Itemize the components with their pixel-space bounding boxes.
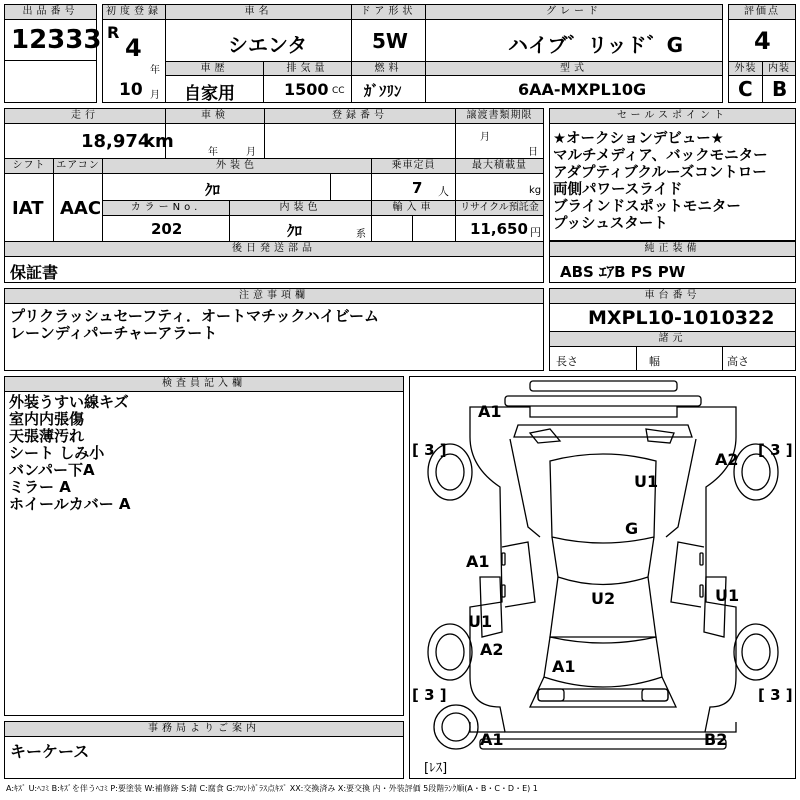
shift-label: シフト — [4, 158, 54, 174]
import-cell — [371, 215, 413, 242]
lot-no-cell — [4, 19, 102, 61]
insp-month-unit: 月 — [246, 147, 256, 158]
shift-cell — [4, 173, 54, 242]
legend: A:ｷｽﾞ U:ﾍｺﾐ B:ｷｽﾞを伴うﾍｺﾐ P:要塗装 W:補修跡 S:錆 C:腐食 G:ﾌﾛﾝﾄｶﾞﾗｽ点ｷｽﾞ XX:交換済み X:要交換 内・外装評価 5段階ﾗﾝｸ順(A・B・C・D・E) 1 — [6, 784, 538, 793]
score-label: 評価点 — [728, 4, 796, 20]
displacement-unit: CC — [332, 86, 345, 96]
ext-color-extra — [330, 173, 372, 201]
later-parts: 保証書 — [10, 263, 59, 282]
lot-no-blank — [4, 60, 97, 103]
mark-left-front-door: A1 — [466, 552, 490, 571]
height-label: 高さ — [727, 355, 749, 368]
fuel: ｶﾞｿﾘﾝ — [364, 82, 402, 100]
lot-no: 12333 — [11, 25, 102, 55]
notes-line: レーンディパーチャーアラート — [10, 324, 218, 342]
tire-rear-left: [ 3 ] — [412, 686, 447, 704]
spec-label: 諸元 — [549, 331, 796, 347]
tire-rear-right: [ 3 ] — [758, 686, 793, 704]
transfer-cell — [455, 123, 544, 159]
car-name: シエンタ — [228, 33, 308, 57]
tire-front-right: [ 3 ] — [758, 441, 793, 459]
capacity-label: 乗車定員 — [371, 158, 456, 174]
transfer-month-unit: 月 — [480, 132, 490, 143]
mark-right-door: U1 — [715, 586, 740, 605]
inspection-cell — [165, 123, 265, 159]
inspector-line: バンパー下A — [9, 461, 95, 479]
month-unit: 月 — [150, 90, 160, 101]
first-reg-cell — [102, 19, 166, 103]
load-unit: kg — [529, 185, 542, 196]
transfer-label: 譲渡書類期限 — [455, 108, 544, 124]
ext-color-label: 外装色 — [102, 158, 372, 174]
inspector-line: シート しみ小 — [9, 444, 105, 462]
car-diagram — [409, 376, 796, 779]
year-unit: 年 — [150, 65, 160, 76]
load-cell — [455, 173, 544, 201]
mileage-label: 走行 — [4, 108, 166, 124]
equipment-label: 純正装備 — [549, 241, 796, 257]
equipment: ABS ｴｱB PS PW — [560, 263, 686, 281]
sales-point-item: アダプティブクルーズコントロー — [553, 165, 767, 181]
sales-point-item: プッシュスタート — [553, 216, 668, 232]
ext-color: ｸﾛ — [205, 181, 221, 199]
door-cell — [351, 19, 426, 62]
ext-color-cell — [102, 173, 331, 201]
sales-point-item: 両側パワースライド — [553, 182, 683, 198]
later-parts-label: 後日発送部品 — [4, 241, 544, 257]
sales-point-item: マルチメディア、バックモニター — [553, 148, 768, 164]
score: 4 — [754, 27, 771, 55]
length-label: 長さ — [556, 355, 578, 368]
displacement: 1500 — [284, 80, 329, 99]
chassis-no: MXPL10-1010322 — [588, 307, 775, 329]
model-label: 型式 — [425, 61, 723, 76]
spare-tire: [ﾚｽ] — [424, 761, 448, 776]
capacity-unit: 人 — [438, 185, 449, 198]
first-reg-label: 初度登録 — [102, 4, 166, 20]
mark-left-rear-door: U1 — [468, 612, 493, 631]
insp-year-unit: 年 — [208, 147, 218, 158]
equipment-cell — [549, 256, 796, 283]
int-color-unit: 系 — [356, 229, 366, 240]
office-value: キーケース — [10, 742, 90, 761]
height-cell — [722, 346, 796, 371]
transfer-day-unit: 日 — [528, 147, 538, 158]
tire-front-left: [ 3 ] — [412, 441, 447, 459]
mileage: 18,974 — [81, 131, 151, 152]
interior-grade: B — [772, 77, 788, 101]
grade: ハイブ゛リッド゛G — [508, 33, 684, 57]
history-label: 車歴 — [165, 61, 264, 76]
import-cell-2 — [412, 215, 456, 242]
ac-cell — [53, 173, 103, 242]
sales-points — [549, 123, 796, 241]
chassis-cell — [549, 303, 796, 332]
fuel-cell — [351, 75, 426, 103]
fuel-label: 燃料 — [351, 61, 426, 76]
color-no-cell — [102, 215, 230, 242]
color-no: 202 — [151, 220, 183, 238]
mark-left-quarter: A2 — [480, 640, 504, 659]
shift: IAT — [12, 198, 44, 219]
plate-label: 登録番号 — [264, 108, 456, 124]
car-name-label: 車名 — [165, 4, 352, 20]
mark-rear-left: A1 — [480, 730, 504, 749]
import-label: 輸入車 — [371, 200, 456, 216]
color-no-label: カラーNo. — [102, 200, 230, 216]
inspector-label: 検査員記入欄 — [4, 376, 404, 392]
chassis-label: 車台番号 — [549, 288, 796, 304]
width-cell — [636, 346, 723, 371]
mileage-cell — [4, 123, 174, 159]
model: 6AA-MXPL10G — [518, 80, 647, 99]
inspector-line: 外装うすい線キズ — [9, 393, 129, 411]
exterior-grade: C — [738, 77, 753, 101]
mark-hood: U1 — [634, 472, 659, 491]
mark-windshield: G — [625, 519, 639, 538]
width-label: 幅 — [649, 355, 660, 368]
capacity-cell — [371, 173, 456, 201]
reg-month: 10 — [119, 80, 143, 100]
sales-point-item: ブラインドスポットモニター — [553, 199, 741, 215]
grade-cell — [425, 19, 723, 62]
notes-cell — [4, 303, 544, 371]
inspector-cell — [4, 391, 404, 716]
later-parts-cell — [4, 256, 544, 283]
office-cell — [4, 736, 404, 779]
capacity: 7 — [412, 179, 423, 197]
sales-point-item: ★オークションデビュー★ — [553, 131, 724, 147]
inspector-line: 室内内張傷 — [9, 410, 85, 428]
door: 5W — [372, 29, 408, 53]
displacement-label: 排気量 — [263, 61, 352, 76]
car-diagram-svg — [410, 377, 795, 778]
mark-front-right-fender: A2 — [715, 450, 739, 469]
interior-label: 内装 — [762, 61, 796, 76]
mark-roof: U2 — [591, 589, 616, 608]
era: R — [107, 23, 120, 42]
car-name-cell — [165, 19, 352, 62]
inspector-line: ホイールカバー A — [9, 495, 131, 513]
length-cell — [549, 346, 637, 371]
recycle: 11,650 — [470, 220, 528, 238]
exterior-cell — [728, 75, 763, 103]
lot-no-label: 出品番号 — [4, 4, 97, 20]
office-label: 事務局よりご案内 — [4, 721, 404, 737]
recycle-unit: 円 — [530, 226, 541, 239]
interior-cell — [762, 75, 796, 103]
inspector-line: 天張薄汚れ — [9, 427, 85, 445]
int-color-cell — [229, 215, 372, 242]
plate-cell — [264, 123, 456, 159]
sales-points-label: セールスポイント — [549, 108, 796, 124]
recycle-cell — [455, 215, 544, 242]
mark-back-door: A1 — [552, 657, 576, 676]
reg-year: 4 — [125, 34, 142, 62]
door-label: ドア形状 — [351, 4, 426, 20]
mark-front-left: A1 — [478, 402, 502, 421]
displacement-cell — [263, 75, 352, 103]
notes-label: 注意事項欄 — [4, 288, 544, 304]
model-cell — [425, 75, 723, 103]
recycle-label: リサイクル預託金 — [455, 200, 544, 216]
grade-label: グレード — [425, 4, 723, 20]
ac-label: エアコン — [53, 158, 103, 174]
inspection-label: 車検 — [165, 108, 265, 124]
history: 自家用 — [184, 84, 235, 104]
score-cell — [728, 19, 796, 62]
mark-rear-right: B2 — [704, 730, 728, 749]
history-cell — [165, 75, 264, 103]
mileage-unit: km — [143, 131, 174, 152]
exterior-label: 外装 — [728, 61, 763, 76]
notes-line: プリクラッシュセーフティ．オートマチックハイビーム — [10, 307, 380, 325]
inspector-line: ミラー A — [9, 478, 71, 496]
ac: AAC — [60, 198, 102, 219]
int-color-label: 内装色 — [229, 200, 372, 216]
int-color: ｸﾛ — [287, 222, 303, 240]
load-label: 最大積載量 — [455, 158, 544, 174]
